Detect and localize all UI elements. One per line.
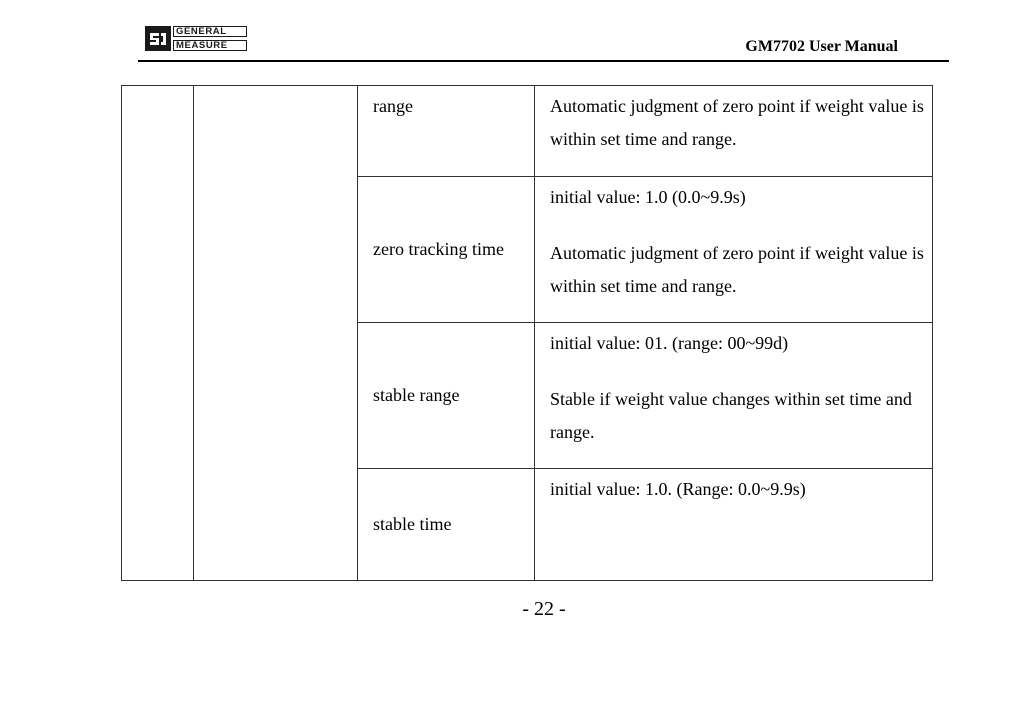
param-name: range [373, 96, 413, 116]
param-description-cell [535, 86, 933, 177]
table-cell-empty [194, 86, 358, 581]
param-name-cell [358, 86, 535, 177]
page-number: - 22 - [522, 598, 566, 620]
param-initial-value: initial value: 01. (range: 00~99d) [550, 333, 789, 353]
param-description: Automatic judgment of zero point if weight value is within set time and range. [550, 243, 924, 296]
param-name: stable range [373, 385, 460, 405]
logo-wordmark [173, 26, 247, 51]
header-divider [138, 60, 949, 62]
param-description-cell [535, 177, 933, 323]
document-title: GM7702 User Manual [745, 38, 898, 55]
table-cell-empty [122, 86, 194, 581]
param-name-cell [358, 177, 535, 323]
param-initial-value: initial value: 1.0. (Range: 0.0~9.9s) [550, 479, 806, 499]
logo-mark-icon [145, 26, 171, 51]
param-name: stable time [373, 514, 452, 534]
param-description-cell [535, 469, 933, 581]
logo-line-general: GENERAL [173, 26, 247, 37]
param-name: zero tracking time [373, 239, 504, 259]
param-description: Stable if weight value changes within set time and range. [550, 389, 912, 442]
param-description-cell [535, 323, 933, 469]
param-initial-value: initial value: 1.0 (0.0~9.9s) [550, 187, 746, 207]
param-name-cell [358, 469, 535, 581]
table-row [122, 86, 933, 177]
logo-line-measure: MEASURE [173, 40, 247, 51]
param-name-cell [358, 323, 535, 469]
parameter-table [121, 85, 933, 581]
general-measure-logo [145, 26, 247, 51]
param-description: Automatic judgment of zero point if weight value is within set time and range. [550, 96, 924, 149]
